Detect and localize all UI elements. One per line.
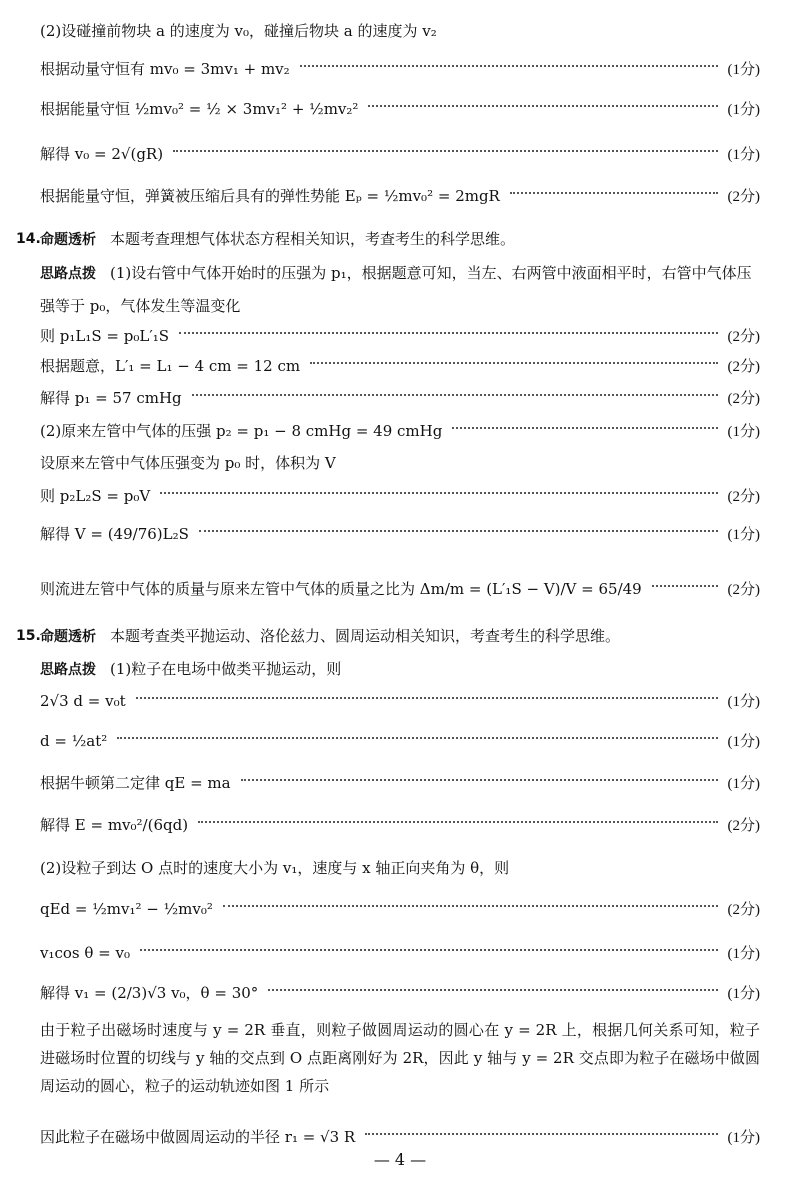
leader-dots [368,105,717,107]
solution-line [16,228,760,249]
question-number: 15. [16,627,41,644]
leader-dots [452,427,717,429]
score-label: (1分) [727,424,760,440]
line-text: 因此粒子在磁场中做圆周运动的半径 r₁ = √3 R [40,1128,356,1146]
solution-line [40,20,760,41]
line-text: 解得 p₁ = 57 cmHg [40,389,182,407]
solution-line [40,143,760,164]
leader-dots [241,779,718,781]
score-label: (2分) [727,489,760,505]
page-number: — 4 — [373,1150,427,1169]
section-header: 思路点拨 [40,661,96,678]
solution-line [40,452,760,473]
score-label: (2分) [727,818,760,834]
line-text: 解得 v₀ = 2√(gR) [40,145,164,163]
score-label: (1分) [727,102,760,118]
explanation-paragraph: 由于粒子出磁场时速度与 y = 2R 垂直，则粒子做圆周运动的圆心在 y = 2R 上，根据几何关系可知，粒子进磁场时位置的切线与 y 轴的交点到 O 点距离刚好为 2R，因此 y 轴与 y = 2R 交点即为粒子在磁场中做圆周运动的圆心，粒子的运动轨迹如图 1 所示 [40,1021,760,1095]
leader-dots [198,821,717,823]
leader-dots [160,492,717,494]
solution-line [40,1126,760,1147]
solution-line [40,578,760,599]
score-label: (1分) [727,734,760,750]
solution-line [40,730,760,751]
line-text: (2)设粒子到达 O 点时的速度大小为 v₁，速度与 x 轴正向夹角为 θ，则 [40,859,510,877]
leader-dots [300,65,718,67]
solution-line [40,98,760,119]
leader-dots [140,949,717,951]
solution-line [40,814,760,835]
solution-line [40,355,760,376]
solution-line [40,387,760,408]
solution-line [40,772,760,793]
score-label: (2分) [727,359,760,375]
question-number: 14. [16,230,41,247]
score-label: (1分) [727,776,760,792]
leader-dots [173,150,717,152]
score-label: (1分) [727,527,760,543]
line-text: d = ½at² [40,731,108,750]
solution-line [40,690,760,711]
line-text: 根据能量守恒，弹簧被压缩后具有的弹性势能 Eₚ = ½mv₀² = 2mgR [40,187,500,205]
line-text: 解得 E = mv₀²/(6qd) [40,816,189,834]
leader-dots [192,394,718,396]
score-label: (1分) [727,986,760,1002]
score-label: (1分) [727,147,760,163]
score-label: (1分) [727,946,760,962]
line-text: 则 p₁L₁S = p₀L′₁S [40,327,170,345]
line-text: 2√3 d = v₀t [40,691,126,710]
solution-line [40,857,760,878]
line-text: 解得 v₁ = (2/3)√3 v₀，θ = 30° [40,984,259,1002]
line-text: (2)设碰撞前物块 a 的速度为 v₀，碰撞后物块 a 的速度为 v₂ [40,22,437,40]
score-label: (2分) [727,189,760,205]
section-header: 思路点拨 [40,265,96,282]
leader-dots [136,697,718,699]
line-text: 根据题意，L′₁ = L₁ − 4 cm = 12 cm [40,357,301,375]
score-label: (2分) [727,902,760,918]
solution-line [40,185,760,206]
leader-dots [652,585,718,587]
line-text: 根据能量守恒 ½mv₀² = ½ × 3mv₁² + ½mv₂² [40,100,359,118]
solution-line [40,523,760,544]
leader-dots [199,530,718,532]
score-label: (2分) [727,391,760,407]
solution-line [40,295,760,316]
score-label: (1分) [727,694,760,710]
leader-dots [510,192,718,194]
leader-dots [179,332,717,334]
leader-dots [223,905,718,907]
solution-line [40,898,760,919]
leader-dots [365,1133,717,1135]
line-text: 根据牛顿第二定律 qE = ma [40,774,231,792]
solution-line [40,420,760,441]
line-text: 根据动量守恒有 mv₀ = 3mv₁ + mv₂ [40,60,290,78]
line-text: 设原来左管中气体压强变为 p₀ 时，体积为 V [40,454,336,472]
line-text: 本题考查类平抛运动、洛伦兹力、圆周运动相关知识，考查考生的科学思维。 [110,627,621,645]
line-text: (1)设右管中气体开始时的压强为 p₁，根据题意可知，当左、右两管中液面相平时，右管中气体压 [110,264,752,282]
score-label: (2分) [727,329,760,345]
line-text: v₁cos θ = v₀ [40,943,131,962]
line-text: 本题考查理想气体状态方程相关知识，考查考生的科学思维。 [110,230,516,248]
line-text: 强等于 p₀，气体发生等温变化 [40,297,241,315]
line-text: (2)原来左管中气体的压强 p₂ = p₁ − 8 cmHg = 49 cmHg [40,422,443,440]
leader-dots [268,989,717,991]
solution-line [40,262,760,283]
line-text: 则 p₂L₂S = p₀V [40,487,151,505]
score-label: (2分) [727,582,760,598]
line-text: qEd = ½mv₁² − ½mv₀² [40,899,213,918]
solution-line [40,58,760,79]
section-header: 命题透析 [40,231,96,248]
score-label: (1分) [727,62,760,78]
score-label: (1分) [727,1130,760,1146]
leader-dots [117,737,717,739]
line-text: 解得 V = (49/76)L₂S [40,525,189,543]
solution-line [40,325,760,346]
solution-line [40,942,760,963]
solution-line [16,625,760,646]
line-text: (1)粒子在电场中做类平抛运动，则 [110,660,342,678]
section-header: 命题透析 [40,628,96,645]
line-text: 则流进左管中气体的质量与原来左管中气体的质量之比为 Δm/m = (L′₁S − V)/V = 65/49 [40,580,642,598]
solution-line [40,658,760,679]
solution-line [40,485,760,506]
solution-line [40,982,760,1003]
leader-dots [310,362,717,364]
